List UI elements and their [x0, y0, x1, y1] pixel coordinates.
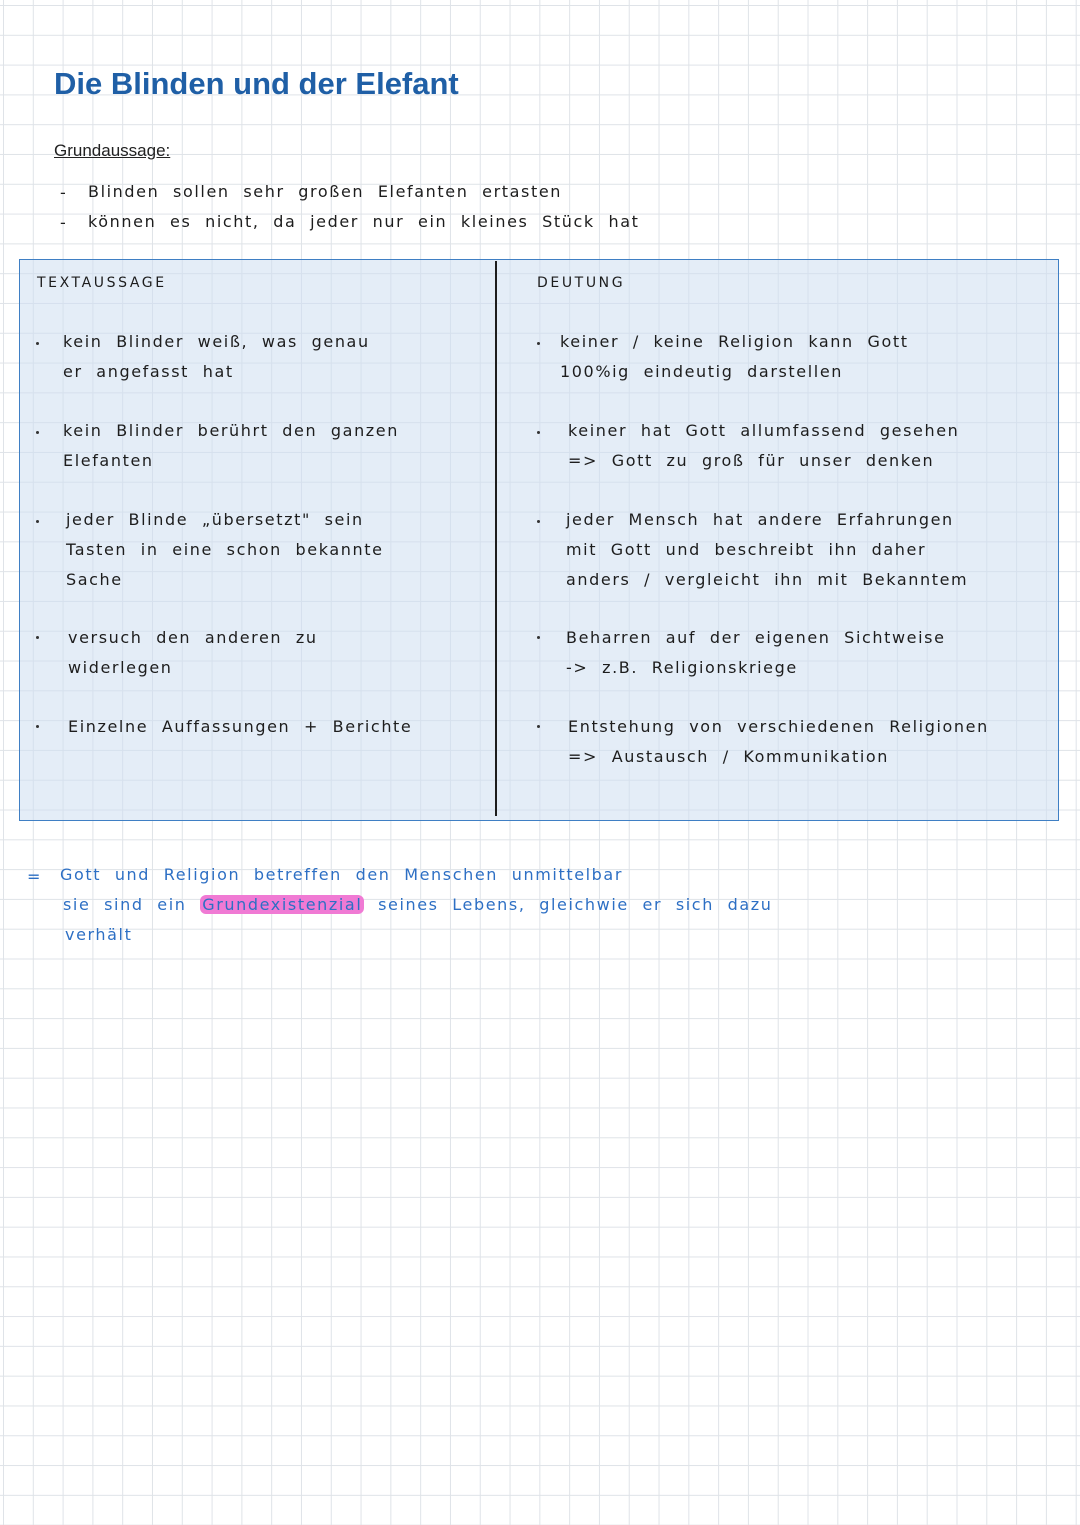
- bullet-dot: [537, 431, 540, 434]
- bullet-dot: [36, 520, 39, 523]
- grundaussage-heading: Grundaussage:: [54, 141, 171, 160]
- bullet-marker: -: [60, 213, 66, 232]
- bullet-marker: -: [60, 183, 66, 202]
- deutung-line: -> z.B. Religionskriege: [566, 658, 798, 677]
- textaussage-line: er angefasst hat: [63, 362, 234, 381]
- deutung-line: => Austausch / Kommunikation: [568, 747, 889, 766]
- table-header-deutung: DEUTUNG: [537, 275, 626, 291]
- deutung-line: jeder Mensch hat andere Erfahrungen: [566, 510, 954, 529]
- conclusion-line-2: [63, 890, 773, 920]
- table-header-textaussage: TEXTAUSSAGE: [37, 275, 167, 291]
- bullet-dot: [537, 342, 540, 345]
- textaussage-line: jeder Blinde „übersetzt" sein: [66, 510, 364, 529]
- bullet-dot: [36, 636, 39, 639]
- deutung-line: keiner hat Gott allumfassend gesehen: [568, 421, 960, 440]
- textaussage-line: Einzelne Auffassungen + Berichte: [68, 717, 413, 736]
- deutung-line: Entstehung von verschiedenen Religionen: [568, 717, 989, 736]
- conclusion-marker: =: [27, 867, 41, 886]
- textaussage-line: Tasten in eine schon bekannte: [66, 540, 384, 559]
- deutung-line: mit Gott und beschreibt ihn daher: [566, 540, 927, 559]
- table-divider: [495, 261, 497, 816]
- bullet-dot: [36, 342, 39, 345]
- textaussage-line: versuch den anderen zu: [68, 628, 318, 647]
- deutung-line: => Gott zu groß für unser denken: [568, 451, 935, 470]
- textaussage-line: Elefanten: [63, 451, 154, 470]
- bullet-dot: [537, 725, 540, 728]
- conclusion-line-3: verhält: [65, 925, 133, 944]
- textaussage-line: widerlegen: [68, 658, 173, 677]
- deutung-line: Beharren auf der eigenen Sichtweise: [566, 628, 946, 647]
- bullet-dot: [36, 725, 39, 728]
- grundaussage-bullet-2: können es nicht, da jeder nur ein kleines Stück hat: [88, 212, 640, 231]
- bullet-dot: [36, 431, 39, 434]
- conclusion-text: sie sind ein: [63, 895, 187, 914]
- deutung-line: anders / vergleicht ihn mit Bekanntem: [566, 570, 969, 589]
- textaussage-line: Sache: [66, 570, 123, 589]
- deutung-line: 100%ig eindeutig darstellen: [560, 362, 844, 381]
- bullet-dot: [537, 520, 540, 523]
- page-title: Die Blinden und der Elefant: [54, 66, 459, 101]
- deutung-line: keiner / keine Religion kann Gott: [560, 332, 909, 351]
- grundaussage-bullet-1: Blinden sollen sehr großen Elefanten ertasten: [88, 182, 563, 201]
- textaussage-line: kein Blinder berührt den ganzen: [63, 421, 399, 440]
- conclusion-text: seines Lebens, gleichwie er sich dazu: [378, 895, 773, 914]
- highlighted-term: Grundexistenzial: [202, 895, 363, 914]
- textaussage-line: kein Blinder weiß, was genau: [63, 332, 370, 351]
- bullet-dot: [537, 636, 540, 639]
- conclusion-line-1: Gott und Religion betreffen den Menschen unmittelbar: [60, 865, 624, 884]
